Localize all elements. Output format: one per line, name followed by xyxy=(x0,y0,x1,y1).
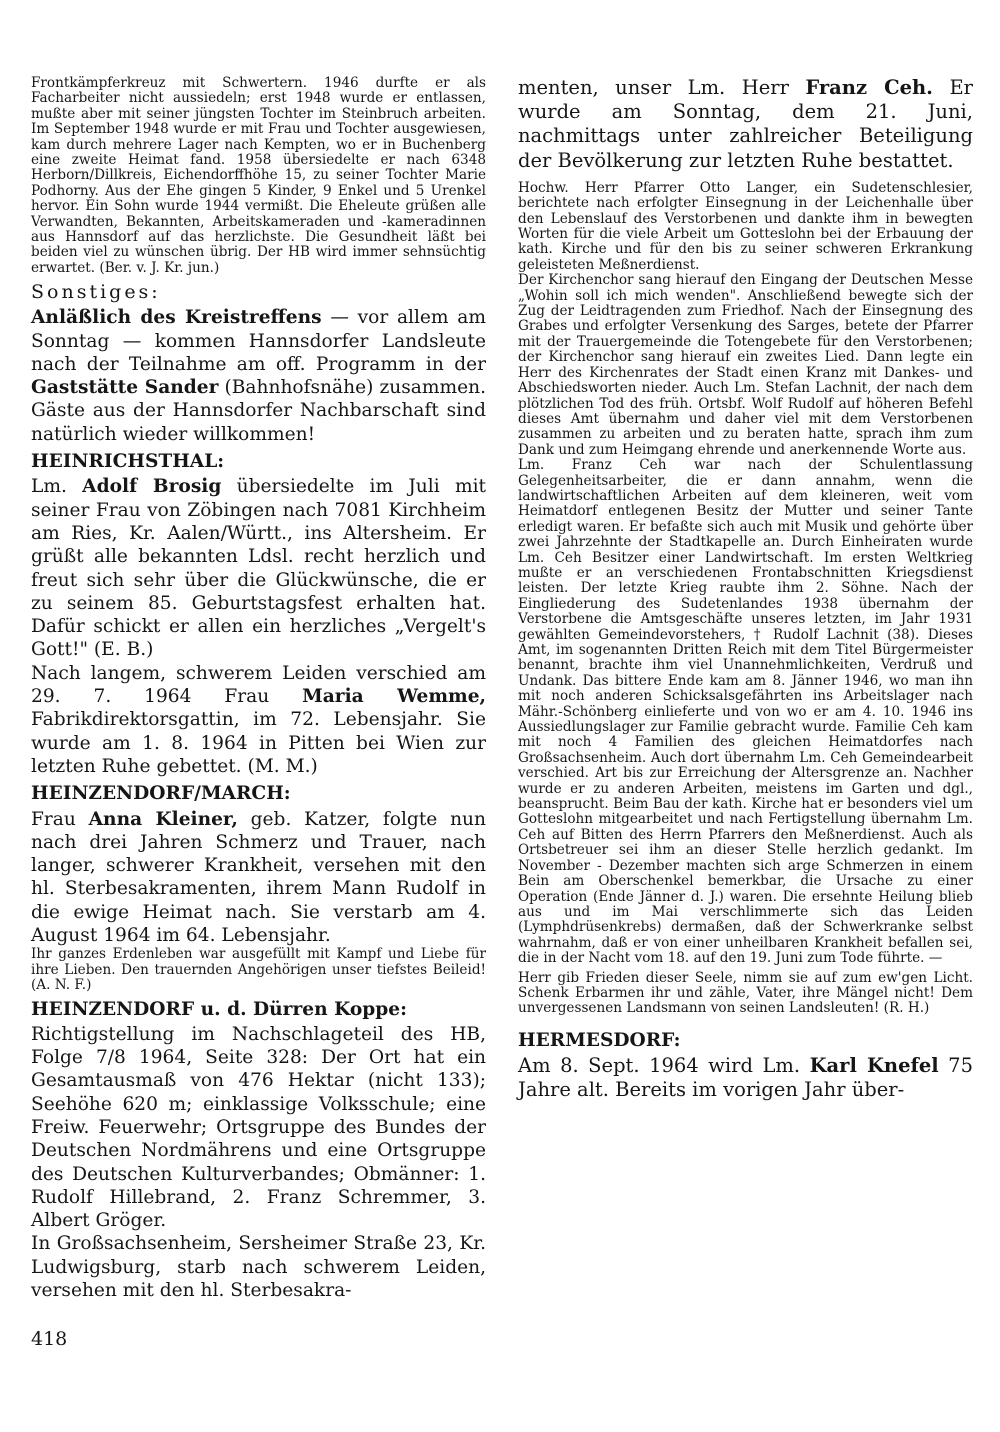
section-heading-sonstiges: Sonstiges: xyxy=(31,281,161,304)
langer-paragraph: Hochw. Herr Pfarrer Otto Langer, ein Sudetenschlesier, berichtete nach erfolgter Einsegnung in der Leichenhalle über den Lebenslauf des Verstorbenen und dankte ihm in bewegten Worten für die viele Arbeit um Gotteslohn bei der Erbauung der kath. Kirche und für den bis zu seiner schweren Erkrankung geleisteten Meßnerdienst. xyxy=(518,179,973,273)
kirchenchor-paragraph: Der Kirchenchor sang hierauf den Eingang der Deutschen Messe „Wohin soll ich mich wenden". Anschließend bewegte sich der Zug der Leidtragenden zum Friedhof. Nach der Einsegnung des Grabes und erfolgter Versenkung des Sarges, betete der Pfarrer mit der Trauergemeinde die Totengebete für den Verstorbenen; der Kirchenchor sang hierauf ein zweites Lied. Dann legte ein Herr des Kirchenrates der Stadt einen Kranz mit Dankes- und Abschiedsworten nieder. Auch Lm. Stefan Lachnit, der nach dem plötzlichen Tod des früh. Ortsbf. Wolf Rudolf auf höheren Befehl dieses Amt übernahm und daher viel mit dem Verstorbenen zusammen zu arbeiten und zu beraten hatte, sprach ihm zum Dank und zum Heimgang ehrende und anerkennende Worte aus. xyxy=(518,272,973,458)
brosig-notice: Lm. Adolf Brosig übersiedelte im Juli mit seiner Frau von Zöbingen nach 7081 Kirchheim am Ries, Kr. Aalen/Württ., ins Altersheim. Er grüßt alle bekannten Ldsl. recht herzlich und freut sich sehr über die Glückwünsche, die er zu seinem 85. Geburtstagsfest erhalten hat. Dafür schickt er allen ein herzliches „Vergelt's Gott!" (E. B.) xyxy=(31,476,487,661)
kleiner-condolence: Ihr ganzes Erdenleben war ausgefüllt mit Kampf und Liebe für ihre Lieben. Den trauernden Angehörigen unser tiefstes Beileid! (A. N. F.) xyxy=(31,946,486,994)
section-heading-heinzendorf-koppe: HEINZENDORF u. d. Dürren Koppe: xyxy=(31,998,407,1020)
section-heading-hermesdorf: HERMESDORF: xyxy=(518,1029,681,1051)
wemme-notice: Nach langem, schwerem Leiden verschied am 29. 7. 1964 Frau Maria Wemme, Fabrikdirektorsgattin, im 72. Lebensjahr. Sie wurde am 1. 8. 1964 in Pitten bei Wien zur letzten Ruhe gebettet. (M. M.) xyxy=(31,662,487,777)
left-column xyxy=(31,76,486,1302)
obituary-continuation: Frontkämpferkreuz mit Schwertern. 1946 durfte er als Facharbeiter nicht aussiedeln; erst 1948 wurde er entlassen, mußte aber mit seiner jüngsten Tochter im Steinbruch arbeiten. Im September 1948 wurde er mit Frau und Tochter ausgewiesen, kam durch mehrere Lager nach Kempten, wo er in Buchenberg eine zweite Heimat fand. 1958 übersiedelte er nach 6348 Herborn/Dillkreis, Eichendorffhöhe 15, zu seiner Tochter Marie Podhorny. Aus der Ehe gingen 5 Kinder, 9 Enkel und 5 Urenkel hervor. Ein Sohn wurde 1944 vermißt. Die Eheleute grüßen alle Verwandten, Bekannten, Arbeitskameraden und -kameradinnen aus Hannsdorf auf das herzlichste. Die Gesundheit läßt bei beiden viel zu wünschen übrig. Der HB wird immer sehnsüchtig erwartet. (Ber. v. J. Kr. jun.) xyxy=(31,75,486,276)
kleiner-notice: Frau Anna Kleiner, geb. Katzer, folgte nun nach drei Jahren Schmerz und Trauer, nach langer, schwerer Krankheit, versehen mit den hl. Sterbesakramenten, ihrem Mann Rudolf in die ewige Heimat nach. Sie verstarb am 4. August 1964 im 64. Lebensjahr. xyxy=(31,808,486,946)
koppe-correction: Richtigstellung im Nachschlageteil des HB, Folge 7/8 1964, Seite 328: Der Ort hat ein Gesamtausmaß von 476 Hektar (nicht 133); Seehöhe 620 m; einklassige Volksschule; eine Freiw. Feuerwehr; Ortsgruppe des Bundes der Deutschen Nordmährens und eine Ortsgruppe des Deutschen Kulturverbandes; Obmänner: 1. Rudolf Hillebrand, 2. Franz Schremmer, 3. Albert Gröger. xyxy=(31,1023,486,1232)
section-heading-heinzendorf-march: HEINZENDORF/MARCH: xyxy=(31,783,291,805)
ceh-obituary-start: In Großsachsenheim, Sersheimer Straße 23, Kr. Ludwigsburg, starb nach schwerem Leiden, versehen mit den hl. Sterbesakra- xyxy=(31,1233,486,1302)
right-column xyxy=(518,76,973,1102)
knefel-notice: Am 8. Sept. 1964 wird Lm. Karl Knefel 75 Jahre alt. Bereits im vorigen Jahr über- xyxy=(518,1054,973,1102)
kreistreffen-notice: Anläßlich des Kreistreffens — vor allem am Sonntag — kommen Hannsdorfer Landsleute nach der Teilnahme am off. Programm in der Gaststätte Sander (Bahnhofsnähe) zusammen. Gäste aus der Hannsdorfer Nachbarschaft sind natürlich wieder willkommen! xyxy=(31,307,486,445)
page-number: 418 xyxy=(31,1328,68,1350)
ceh-obituary-lead: menten, unser Lm. Herr Franz Ceh. Er wurde am Sonntag, dem 21. Juni, nachmittags unter zahlreicher Beteiligung der Bevölkerung zur letzten Ruhe bestattet. xyxy=(518,76,973,172)
prayer-paragraph: Herr gib Frieden dieser Seele, nimm sie auf zum ew'gen Licht. Schenk Erbarmen ihr und zähle, Vater, ihre Mängel nicht! Dem unvergessenen Landsmann von seinen Landsleuten! (R. H.) xyxy=(518,969,973,1017)
ceh-biography-paragraph: Lm. Franz Ceh war nach der Schulentlassung Gelegenheitsarbeiter, die er dann annahm, wenn die landwirtschaftlichen Arbeiten auf dem kleineren, weit vom Heimatdorf entlegenen Besitz der Mutter und seiner Tante erledigt waren. Er befaßte sich auch mit Musik und gehörte über zwei Jahrzehnte der Stadtkapelle an. Durch Einheiraten wurde Lm. Ceh Besitzer einer Landwirtschaft. Im ersten Weltkrieg mußte er an verschiedenen Frontabschnitten Kriegsdienst leisten. Der letzte Krieg raubte ihm 2. Söhne. Nach der Eingliederung des Sudetenlandes 1938 übernahm der Verstorbene die Amtsgeschäfte unseres letzten, im Jahr 1931 gewählten Gemeindevorstehers, † Rudolf Lachnit (38). Dieses Amt, im sogenannten Dritten Reich mit dem Titel Bürgermeister benannt, brachte ihm viel Unannehmlichkeiten, Verdruß und Undank. Das bittere Ende kam am 8. Jänner 1946, wo man ihn mit noch anderen Schicksalsgefährten ins Arbeitslager nach Mähr.-Schönberg einlieferte und von wo er am 4. 10. 1946 ins Aussiedlungslager zur Familie gebracht wurde. Familie Ceh kam mit noch 4 Familien des gleichen Heimatdorfes nach Großsachsenheim. Auch dort übernahm Lm. Ceh Gemeindearbeit verschied. Art bis zur Erreichung der Altersgrenze an. Nachher wurde er zu anderen Arbeiten, meistens im Garten und dgl., beansprucht. Beim Bau der kath. Kirche hat er besonders viel um Gotteslohn mitgearbeitet und nach Fertigstellung übernahm Lm. Ceh auf Bitten des Herrn Pfarrers den Meßnerdienst. Auch als Ortsbetreuer sei ihm an dieser Stelle herzlich gedankt. Im November - Dezember machten sich arge Schmerzen in einem Bein am Oberschenkel bemerkbar, die Ursache zu einer Operation (Ende Jänner d. J.) waren. Die ersehnte Heilung blieb aus und im Mai verschlimmerte sich das Leiden (Lymphdrüsenkrebs) dermaßen, daß der Schwerkranke selbst wahrnahm, daß er von einer unheilbaren Krankheit befallen sei, die in der Nacht vom 18. auf den 19. Juni zum Tode führte. — xyxy=(518,457,973,967)
section-heading-heinrichsthal: HEINRICHSTHAL: xyxy=(31,451,225,473)
